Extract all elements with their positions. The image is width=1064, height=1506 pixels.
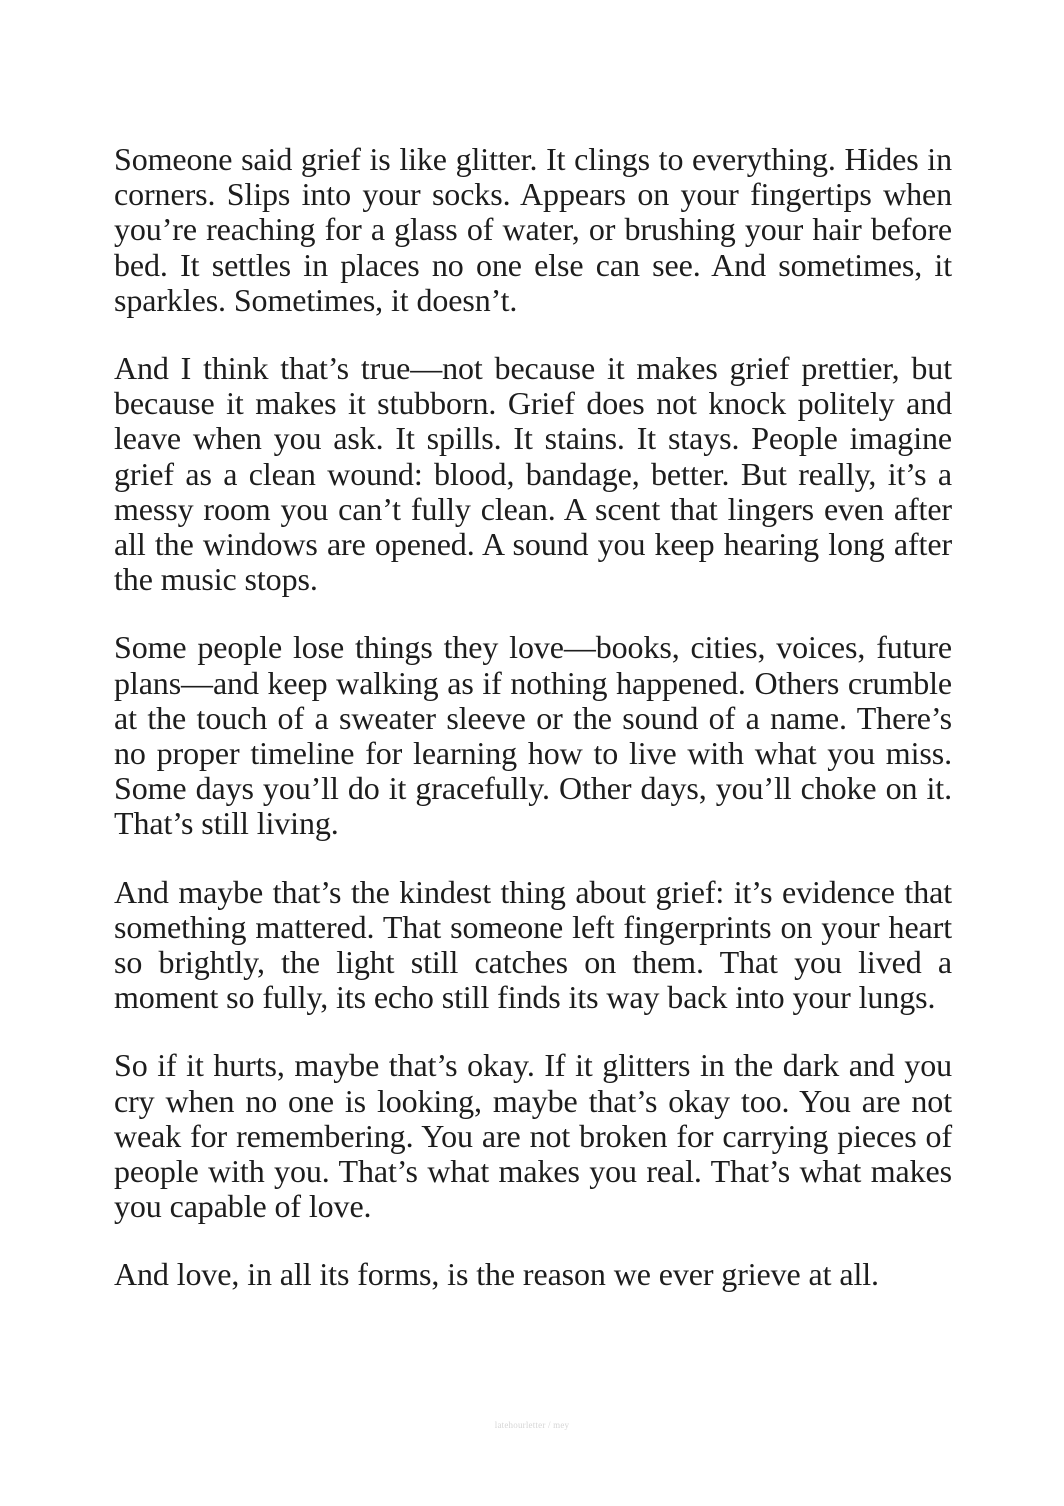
paragraph-evidence: And maybe that’s the kindest thing about grief: it’s evidence that something mattered. That someone left fingerprints on your heart so brightly, the light still catches on them. That you lived a moment so fully, its echo still finds its way back into your lungs. <box>114 873 952 1016</box>
paragraph-timeline: Some people lose things they love—books, cities, voices, future plans—and keep walking as if nothing happened. Others crumble at the touch of a sweater sleeve or the sound of a name. There’s no proper timeline for learning how to live with what you miss. Some days you’ll do it gracefully. Other days, you’ll choke on it. That’s still living. <box>114 629 952 842</box>
paragraph-closing: And love, in all its forms, is the reason we ever grieve at all. <box>114 1256 879 1293</box>
paragraph-stubborn: And I think that’s true—not because it makes grief prettier, but because it makes it stubborn. Grief does not knock politely and leave when you ask. It spills. It stains. It stays. People imagine grief as a clean wound: blood, bandage, better. But really, it’s a messy room you can’t fully clean. A scent that lingers even after all the windows are opened. A sound you keep hearing long after the music stops. <box>114 350 952 598</box>
paragraph-glitter: Someone said grief is like glitter. It clings to everything. Hides in corners. Slips into your socks. Appears on your fingertips when you’re reaching for a glass of water, or brushing your hair before bed. It settles in places no one else can see. And sometimes, it sparkles. Sometimes, it doesn’t. <box>114 141 952 318</box>
paragraph-okay: So if it hurts, maybe that’s okay. If it glitters in the dark and you cry when no one is looking, maybe that’s okay too. You are not weak for remembering. You are not broken for carrying pieces of people with you. That’s what makes you real. That’s what makes you capable of love. <box>114 1047 952 1225</box>
essay-body <box>114 142 952 1293</box>
watermark-credit: latehourletter / mey <box>494 1420 570 1430</box>
